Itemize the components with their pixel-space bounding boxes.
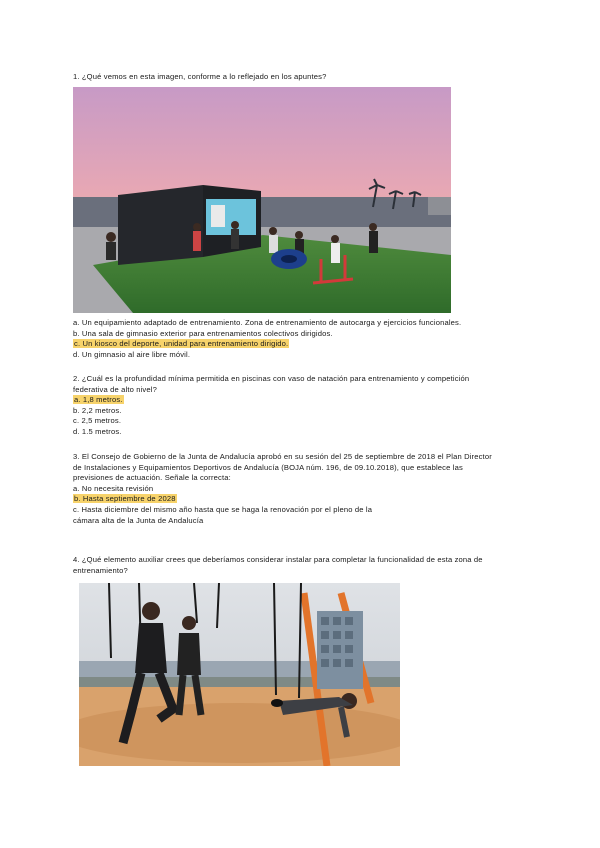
question-1-option-c-highlighted: c. Un kiosco del deporte, unidad para entrenamiento dirigido. [74, 339, 289, 349]
question-2-option-d: d. 1.5 metros. [73, 426, 122, 436]
question-1-text: 1. ¿Qué vemos en esta imagen, conforme a lo reflejado en los apuntes? [73, 72, 327, 81]
question-3-text-line-2: de Instalaciones y Equipamientos Deportivos de Andalucía (BOJA núm. 196, de 09.10.2018), que establece las [73, 462, 463, 472]
question-1-option-a: a. Un equipamiento adaptado de entrenamiento. Zona de entrenamiento de autocarga y ejercicios funcionales. [73, 318, 462, 327]
question-3-option-a: a. No necesita revisión [73, 483, 154, 493]
suspension-training-photo [79, 583, 400, 766]
question-1-option-d: d. Un gimnasio al aire libre móvil. [73, 349, 191, 359]
question-2-option-b: b. 2,2 metros. [73, 405, 122, 415]
question-2-text-line-2: federativa de alto nivel? [73, 384, 157, 394]
question-2-text-line-1: 2. ¿Cuál es la profundidad mínima permitida en piscinas con vaso de natación para entrenamiento y competición [73, 374, 470, 383]
question-1-title [73, 72, 327, 83]
question-2-option-c: c. 2,5 metros. [73, 416, 122, 426]
question-3 [73, 452, 492, 526]
question-3-text-line-1: 3. El Consejo de Gobierno de la Junta de Andalucía aprobó en su sesión del 25 de septiembre de 2018 el Plan Director [73, 452, 492, 461]
question-4-text-line-1: 4. ¿Qué elemento auxiliar crees que deberíamos considerar instalar para completar la funcionalidad de esta zona de [73, 555, 483, 564]
question-3-option-b-highlighted: b. Hasta septiembre de 2028 [74, 494, 176, 504]
question-4-text-line-2: entrenamiento? [73, 565, 128, 575]
question-3-option-c-line-2: cámara alta de la Junta de Andalucía [73, 515, 204, 525]
question-4 [73, 555, 483, 576]
question-2 [73, 374, 469, 438]
question-2-option-a-highlighted: a. 1,8 metros. [74, 395, 123, 405]
question-1-options [73, 318, 461, 360]
question-3-text-line-3: previsiones de actuación. Señale la correcta: [73, 473, 231, 483]
outdoor-gym-photo [73, 87, 451, 313]
question-1-option-b: b. Una sala de gimnasio exterior para entrenamientos colectivos dirigidos. [73, 328, 333, 338]
question-3-option-c-line-1: c. Hasta diciembre del mismo año hasta que se haga la renovación por el pleno de la [73, 504, 373, 514]
